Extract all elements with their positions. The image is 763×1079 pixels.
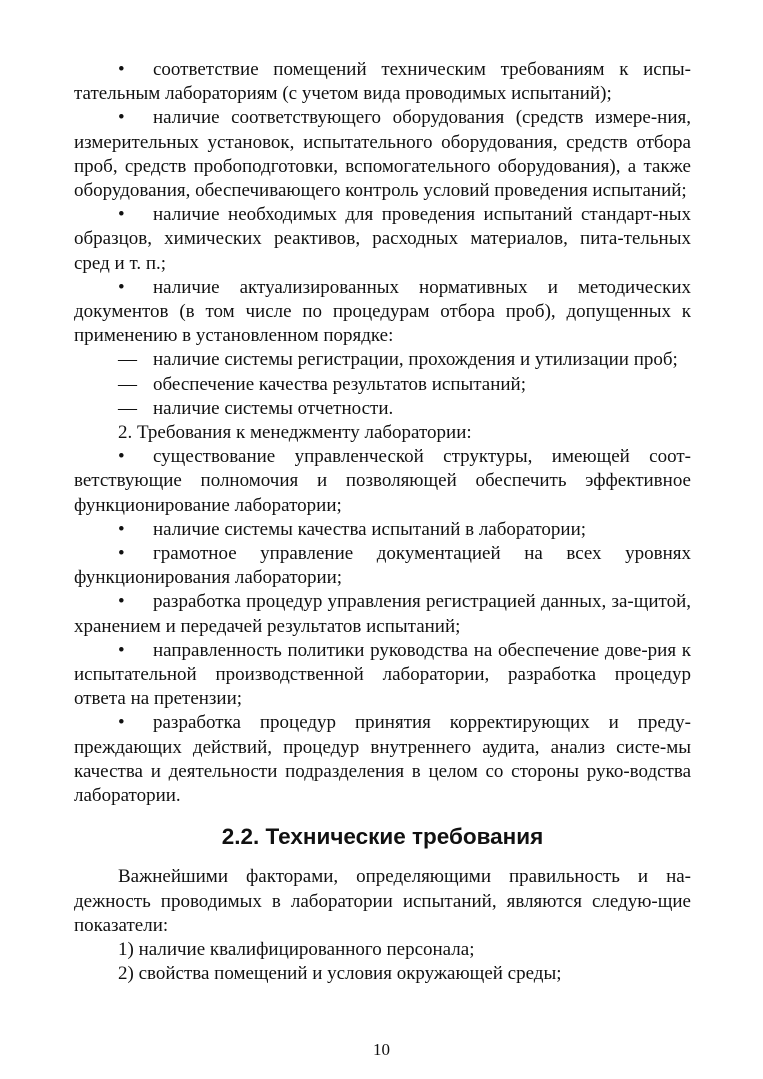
dash-marker: — <box>118 349 137 371</box>
page-number: 10 <box>373 1040 390 1059</box>
bullet-marker: • <box>118 446 125 468</box>
document-page <box>74 58 691 986</box>
section-heading: 2.2. Технические требования <box>221 824 544 850</box>
bullet-marker: • <box>118 107 125 129</box>
paragraph-text: разработка процедур принятия корректирующих и преду-преждающих действий, процедур внутреннего аудита, анализ систе-мы качества и деятельности подразделения в целом со стороны руко-водства лаборатории. <box>74 712 691 807</box>
bullet-marker: • <box>118 204 125 226</box>
dash-marker: — <box>118 373 137 395</box>
paragraph-text: обеспечение качества результатов испытаний; <box>153 373 527 395</box>
list-item <box>74 542 691 590</box>
bullet-marker: • <box>118 59 125 80</box>
bullet-marker: • <box>118 518 125 540</box>
paragraph-text: направленность политики руководства на обеспечение дове-рия к испытательной производственной лаборатории, разработка процедур ответа на претензии; <box>74 639 691 710</box>
list-item <box>74 348 691 372</box>
paragraph-text: разработка процедур управления регистрацией данных, за-щитой, хранением и передачей результатов испытаний; <box>74 591 691 637</box>
paragraph-text: Важнейшими факторами, определяющими правильность и на-дежность проводимых в лаборатории испытаний, являются следую-щие показатели: <box>74 866 691 936</box>
paragraph <box>74 938 691 962</box>
bullet-marker: • <box>118 276 125 298</box>
list-item <box>74 639 691 712</box>
bullet-marker: • <box>118 591 125 613</box>
paragraph-text: 1) наличие квалифицированного персонала; <box>118 938 475 960</box>
bullet-marker: • <box>118 712 125 734</box>
paragraph-text: грамотное управление документацией на всех уровнях функционирования лаборатории; <box>74 543 691 589</box>
list-item <box>74 590 691 638</box>
paragraph-text: наличие необходимых для проведения испытаний стандарт-ных образцов, химических реактивов, расходных материалов, пита-тельных сред и т. п.; <box>74 204 691 274</box>
paragraph-text: наличие системы регистрации, прохождения и утилизации проб; <box>153 349 678 371</box>
paragraph <box>74 962 691 986</box>
list-item <box>74 711 691 808</box>
paragraph-text: 2. Требования к менеджменту лаборатории: <box>118 422 472 444</box>
bullet-marker: • <box>118 543 125 565</box>
paragraph <box>74 865 691 938</box>
list-item <box>74 373 691 397</box>
list-item <box>74 276 691 349</box>
list-item <box>74 397 691 421</box>
paragraph-text: наличие системы качества испытаний в лаборатории; <box>153 518 587 540</box>
list-block-bottom <box>74 865 691 986</box>
list-block-top <box>74 58 691 808</box>
list-item <box>74 58 691 106</box>
list-item <box>74 445 691 518</box>
list-item <box>74 106 691 203</box>
paragraph-text: 2) свойства помещений и условия окружающей среды; <box>118 963 562 985</box>
list-item <box>74 518 691 542</box>
paragraph-text: существование управленческой структуры, имеющей соот-ветствующие полномочия и позволяющей обеспечить эффективное функционирование лаборатории; <box>74 446 691 516</box>
dash-marker: — <box>118 397 137 419</box>
paragraph-text: наличие актуализированных нормативных и методических документов (в том числе по процедурам отбора проб), допущенных к применению в установленном порядке: <box>74 276 691 347</box>
paragraph-text: наличие соответствующего оборудования (средств измере-ния, измерительных установок, испытательного оборудования, средств отбора проб, средств пробоподготовки, вспомогательного оборудования), а также оборудования, обеспечивающего контроль условий проведения испытаний; <box>74 107 691 202</box>
paragraph-text: наличие системы отчетности. <box>153 397 394 419</box>
paragraph-text: соответствие помещений техническим требованиям к испы-тательным лабораториям (с учетом вида проводимых испытаний); <box>74 59 691 105</box>
bullet-marker: • <box>118 639 125 661</box>
paragraph <box>74 421 691 445</box>
list-item <box>74 203 691 276</box>
